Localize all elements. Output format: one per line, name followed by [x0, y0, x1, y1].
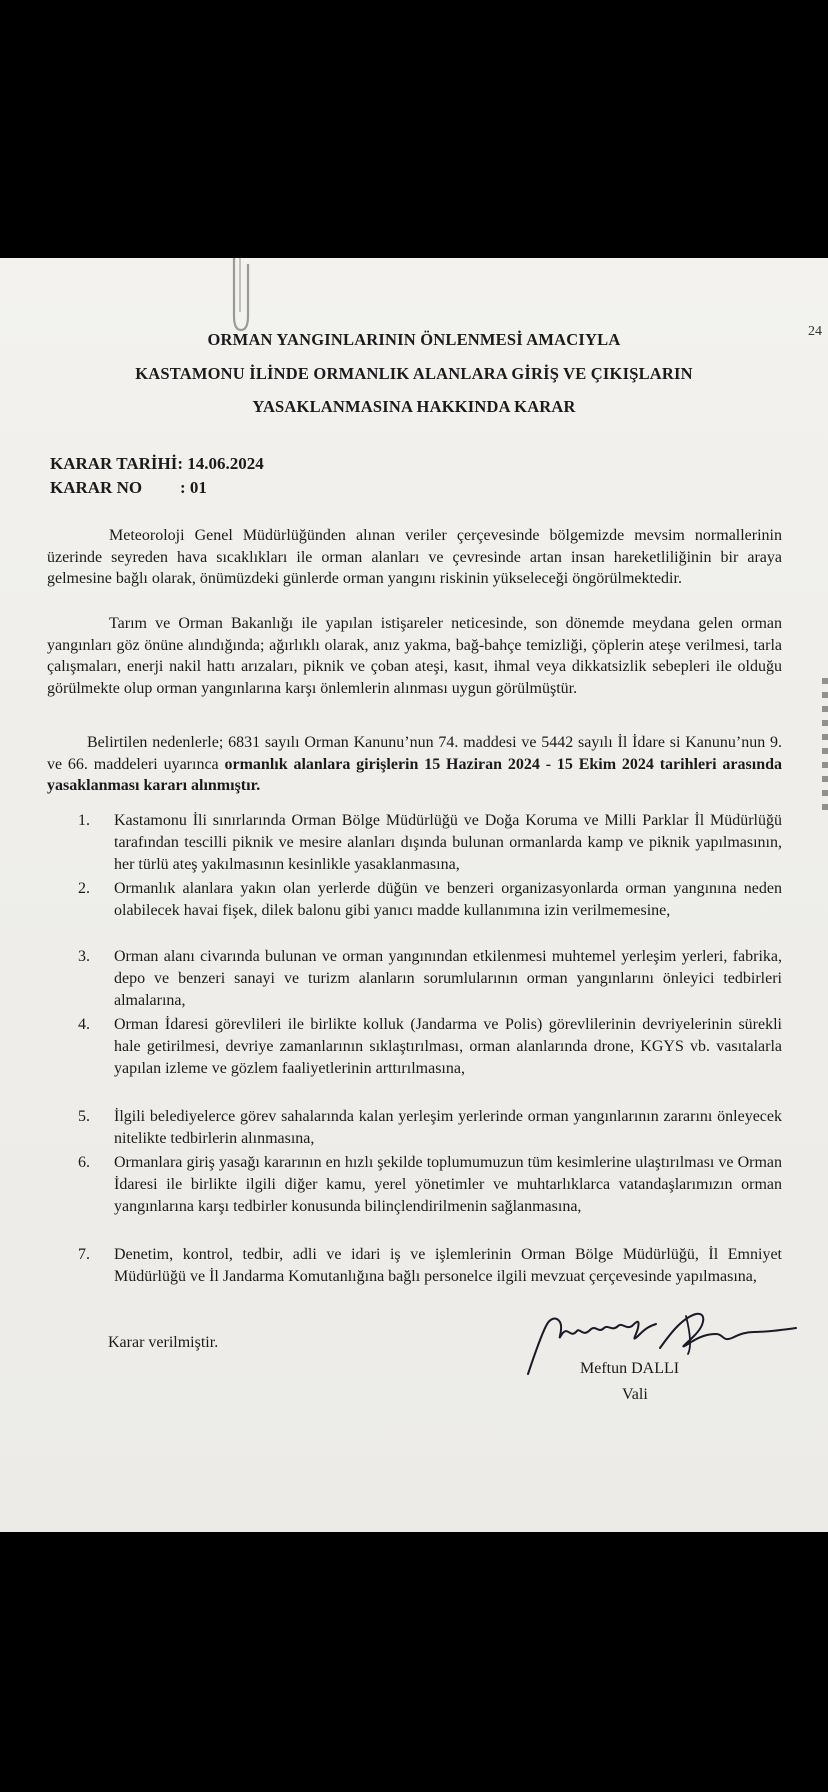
- list-item: 4. Orman İdaresi görevlileri ile birlikte kolluk (Jandarma ve Polis) görevlilerinin devriyelerinin sürekli hale getirilmesi, devriye zamanlarının sıklaştırılması, orman alanlarında drone, KGYS vb. vasıtalarla yapılan izleme ve gözlem faaliyetlerinin arttırılmasına,: [78, 1016, 782, 1077]
- paragraph-3: Belirtilen nedenlerle; 6831 sayılı Orman Kanunu’nun 74. maddesi ve 5442 sayılı İl İdare si Kanunu’nun 9. ve 66. maddeleri uyarınca ormanlık alanlara girişlerin 15 Haziran 2024 - 15 Ekim 2024 tarihleri arasında yasaklanması kararı alınmıştır.: [47, 734, 782, 794]
- karar-tarihi-label: KARAR TARİHİ:: [50, 454, 184, 473]
- paragraph-2: Tarım ve Orman Bakanlığı ile yapılan istişareler neticesinde, son dönemde meydana gelen orman yangınları göz önüne alındığında; ağırlıklı olarak, anız yakma, bağ-bahçe temizliği, çöplerin ateşe verilmesi, tarla çalışmaları, enerji nakil hattı arızaları, piknik ve çoban ateşi, kasıt, ihmal veya dikkatsizlik sebepleri ile olduğu görülmekte olup orman yangınlarına karşı önlemlerin alınması uygun görülmüştür.: [47, 615, 782, 697]
- closing-text: Karar verilmiştir.: [108, 1334, 219, 1351]
- page-edge-number: 24: [808, 324, 822, 339]
- list-item: 6. Ormanlara giriş yasağı kararının en hızlı şekilde toplumumuzun tüm kesimlerine ulaştırılması ve Orman İdaresi ile birlikte ilgili diğer kamu, yerel yönetimler ve muhtarlıklarca vatandaşlarımızın orman yangınlarına karşı tedbirler konusunda bilinçlendirilmenin sağlanmasına,: [78, 1154, 782, 1215]
- page-edge-marks: [822, 678, 828, 818]
- karar-tarihi-value: 14.06.2024: [187, 454, 264, 473]
- karar-no: [50, 478, 207, 498]
- list-item: 1. Kastamonu İli sınırlarında Orman Bölge Müdürlüğü ve Doğa Koruma ve Milli Parklar İl Müdürlüğü tarafından tescilli piknik ve mesire alanları dışında bulunan ormanlarda kamp ve piknik yapılmasının, her türlü ateş yakılmasının kesinlikle yasaklanmasına,: [78, 812, 782, 873]
- document-title-line-1: ORMAN YANGINLARININ ÖNLENMESİ AMACIYLA: [207, 330, 621, 349]
- paragraph-1: Meteoroloji Genel Müdürlüğünden alınan veriler çerçevesinde bölgemizde mevsim normallerinin üzerinde seyreden hava sıcaklıkları ile orman alanları ve çevresinde artan insan hareketliliğinin bir araya gelmesine bağlı olarak, önümüzdeki günlerde orman yangını riskinin yükseleceği öngörülmektedir.: [47, 527, 782, 587]
- list-item: 2. Ormanlık alanlara yakın olan yerlerde düğün ve benzeri organizasyonlarda orman yangınına neden olabilecek havai fişek, dilek balonu gibi yanıcı madde kullanımına izin verilmemesine,: [78, 880, 782, 919]
- signer-title: Vali: [622, 1386, 648, 1403]
- karar-tarihi: [50, 454, 264, 474]
- signer-name: Meftun DALLI: [580, 1360, 680, 1377]
- paper-clip-icon: [226, 258, 256, 334]
- document-page: [0, 258, 828, 1532]
- list-item: 5. İlgili belediyelerce görev sahalarında kalan yerleşim yerlerinde orman yangınlarının zararını önleyecek nitelikte tedbirlerin alınmasına,: [78, 1108, 782, 1147]
- list-item: 7. Denetim, kontrol, tedbir, adli ve idari iş ve işlemlerinin Orman Bölge Müdürlüğü, İl Emniyet Müdürlüğü ve İl Jandarma Komutanlığına bağlı personelce ilgili mevzuat çerçevesinde yapılmasına,: [78, 1246, 782, 1285]
- document-title-line-3: YASAKLANMASINA HAKKINDA KARAR: [252, 397, 576, 416]
- document-title-line-2: KASTAMONU İLİNDE ORMANLIK ALANLARA GİRİŞ VE ÇIKIŞLARIN: [135, 364, 693, 383]
- karar-no-label: KARAR NO: [50, 478, 143, 497]
- list-item: 3. Orman alanı civarında bulunan ve orman yangınından etkilenmesi muhtemel yerleşim yerleri, fabrika, depo ve benzeri sanayi ve turizm alanların sorumlularının orman yangınlarını önleyici tedbirleri almalarına,: [78, 948, 782, 1009]
- paragraph-3-bold: ormanlık alanlara girişlerin 15 Haziran 2024 - 15 Ekim 2024 tarihleri arasında yasaklanması kararı alınmıştır.: [47, 755, 782, 794]
- karar-no-value: : 01: [180, 478, 207, 497]
